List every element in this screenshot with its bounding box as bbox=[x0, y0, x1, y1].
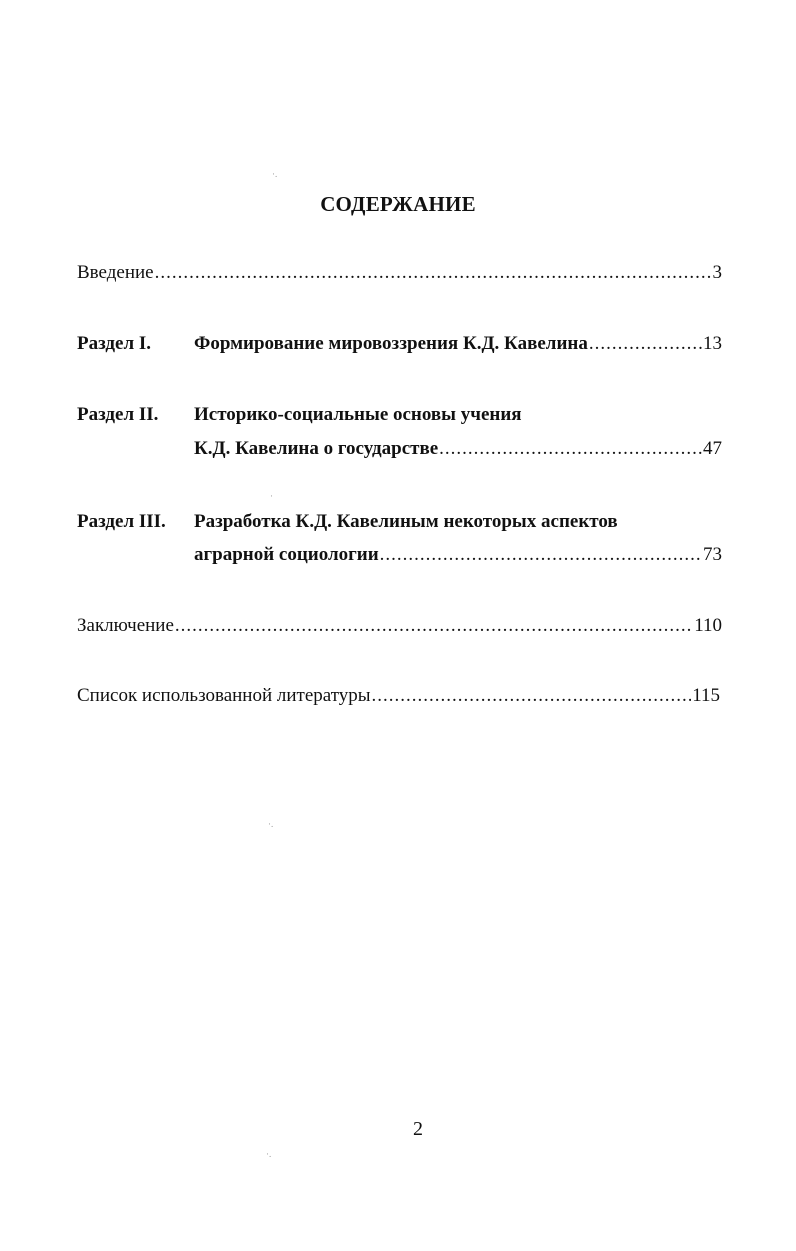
toc-leader-dots bbox=[175, 614, 693, 638]
toc-entry-section3-title-line1[interactable]: Разработка К.Д. Кавелиным некоторых аспектов bbox=[194, 511, 618, 532]
toc-entry-intro-page: 3 bbox=[712, 262, 722, 283]
toc-entry-section3[interactable] bbox=[194, 543, 722, 567]
toc-entry-section3-title-line2: аграрной социологии bbox=[194, 544, 379, 565]
toc-entry-section2-title-line1[interactable]: Историко-социальные основы учения bbox=[194, 404, 522, 425]
section2-label: Раздел II. bbox=[77, 404, 159, 425]
toc-entry-references-text: Список использованной литературы bbox=[77, 685, 371, 706]
toc-entry-section1-title: Формирование мировоззрения К.Д. Кавелина bbox=[194, 333, 588, 354]
toc-entry-intro-text: Введение bbox=[77, 262, 154, 283]
toc-entry-intro[interactable] bbox=[77, 261, 722, 285]
toc-entry-section2[interactable] bbox=[194, 437, 722, 461]
toc-leader-dots bbox=[439, 437, 702, 461]
scan-speck: ·. bbox=[266, 1149, 272, 1159]
scan-speck: · bbox=[270, 491, 273, 501]
toc-leader-dots bbox=[589, 332, 702, 356]
toc-leader-dots bbox=[372, 684, 692, 708]
toc-entry-references-page: 115 bbox=[692, 685, 720, 706]
toc-entry-section2-title-line2: К.Д. Кавелина о государстве bbox=[194, 438, 439, 459]
toc-entry-conclusion-text: Заключение bbox=[77, 615, 174, 636]
toc-entry-conclusion-page: 110 bbox=[694, 615, 722, 636]
section1-label: Раздел I. bbox=[77, 333, 151, 354]
page-number: 2 bbox=[413, 1118, 423, 1140]
toc-entry-references[interactable] bbox=[77, 684, 720, 708]
scan-speck: ·. bbox=[272, 169, 278, 179]
toc-entry-conclusion[interactable] bbox=[77, 614, 722, 638]
toc-entry-section3-page: 73 bbox=[703, 544, 722, 565]
toc-entry-section2-page: 47 bbox=[703, 438, 722, 459]
toc-leader-dots bbox=[155, 261, 712, 285]
toc-leader-dots bbox=[380, 543, 702, 567]
scan-speck: ·. bbox=[268, 819, 274, 829]
toc-entry-section1[interactable] bbox=[194, 332, 722, 356]
section3-label: Раздел III. bbox=[77, 511, 166, 532]
toc-entry-section1-page: 13 bbox=[703, 333, 722, 354]
page-title: СОДЕРЖАНИЕ bbox=[320, 192, 476, 216]
